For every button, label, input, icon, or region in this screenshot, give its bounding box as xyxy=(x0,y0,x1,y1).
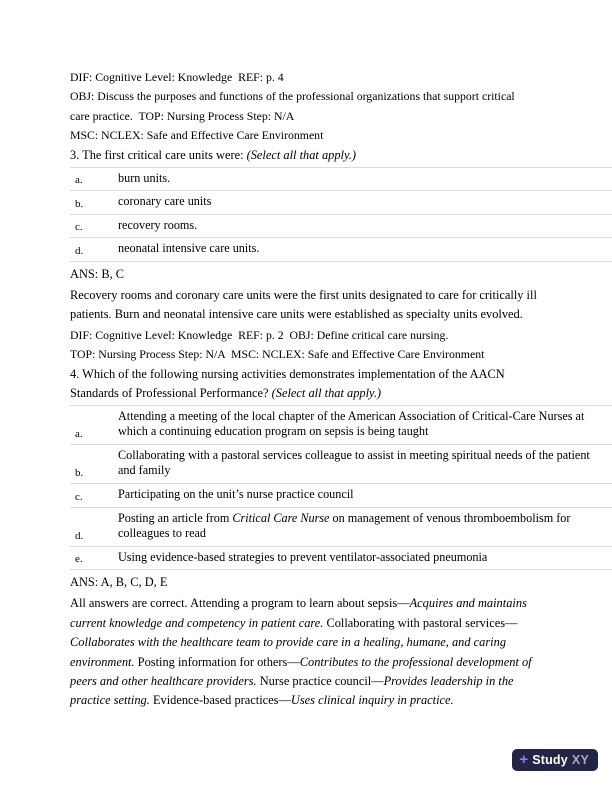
meta-line-msc: MSC: NCLEX: Safe and Effective Care Environment xyxy=(70,128,324,143)
meta-block-2 xyxy=(70,326,612,365)
logo-brand-prefix: Study xyxy=(532,753,568,767)
option-row-a xyxy=(70,405,612,444)
option-text xyxy=(118,191,612,215)
option-row-d xyxy=(70,507,612,546)
option-row-b xyxy=(70,191,612,215)
question-3-stem-text: 3. The first critical care units were: xyxy=(70,147,247,162)
option-text xyxy=(118,546,612,570)
question-4-stem-instruction: (Select all that apply.) xyxy=(271,385,382,400)
option-line: Participating on the unit’s nurse practice council xyxy=(118,487,354,501)
question-3-stem-instruction: (Select all that apply.) xyxy=(246,147,357,162)
question-3-rationale: Recovery rooms and coronary care units were the first units designated to care for critically ill patients. Burn and neonatal intensive care units were established as specialty units evolved. xyxy=(70,288,537,322)
option-line: Attending a meeting of the local chapter of the American Association of Critical-Care Nurses at xyxy=(118,408,585,423)
option-letter: b. xyxy=(70,444,118,483)
option-row-a xyxy=(70,167,612,191)
meta-line-dif: DIF: Cognitive Level: Knowledge REF: p. 4 xyxy=(70,70,284,84)
option-letter: a. xyxy=(70,167,118,191)
plus-icon: + xyxy=(519,750,529,768)
option-line: which a continuing education program on sepsis is being taught xyxy=(118,424,429,439)
question-4-options xyxy=(70,405,612,571)
option-row-b xyxy=(70,444,612,483)
option-line: Collaborating with a pastoral services colleague to assist in meeting spiritual needs of the patient xyxy=(118,447,590,462)
option-text xyxy=(118,405,612,444)
option-line: neonatal intensive care units. xyxy=(118,241,260,256)
option-letter: d. xyxy=(70,507,118,546)
meta-line-top: TOP: Nursing Process Step: N/A MSC: NCLEX: Safe and Effective Care Environment xyxy=(70,347,485,362)
option-text xyxy=(118,238,612,262)
option-text xyxy=(118,444,612,483)
option-row-c xyxy=(70,484,612,508)
option-line: colleagues to read xyxy=(118,526,206,541)
option-text xyxy=(118,214,612,238)
option-line: burn units. xyxy=(118,170,171,185)
option-text xyxy=(118,167,612,191)
option-letter: d. xyxy=(70,238,118,262)
option-row-d xyxy=(70,238,612,262)
question-3-answer: ANS: B, C xyxy=(70,267,125,281)
option-line: Using evidence-based strategies to prevent ventilator-associated pneumonia xyxy=(118,549,488,564)
question-3-options xyxy=(70,167,612,262)
meta-block-1 xyxy=(70,68,612,146)
meta-line-obj: OBJ: Discuss the purposes and functions of the professional organizations that support critical xyxy=(70,89,515,104)
question-4-rationale: All answers are correct. Attending a program to learn about sepsis—Acquires and maintains current knowledge and competency in patient care. Collaborating with pastoral services—Collaborates with the healthcare team to provide care in a healing, humane, and caring environment. Posting information for others—Contributes to the professional development of peers and other healthcare providers. Nurse practice council—Provides leadership in the practice setting. Evidence-based practices—Uses clinical inquiry in practice. xyxy=(70,596,532,708)
option-letter: e. xyxy=(70,546,118,570)
meta-line-dif: DIF: Cognitive Level: Knowledge REF: p. 2 OBJ: Define critical care nursing. xyxy=(70,327,449,342)
option-line: recovery rooms. xyxy=(118,217,198,232)
option-text xyxy=(118,507,612,546)
option-row-e xyxy=(70,546,612,570)
option-letter: a. xyxy=(70,405,118,444)
question-4-stem-text: 4. Which of the following nursing activities demonstrates implementation of the AACN Standards of Professional Performance? xyxy=(70,366,505,400)
logo-brand-suffix: XY xyxy=(571,753,589,767)
meta-line-top: care practice. TOP: Nursing Process Step: N/A xyxy=(70,108,295,123)
question-4-answer: ANS: A, B, C, D, E xyxy=(70,575,168,590)
question-3-stem xyxy=(70,146,556,165)
question-4-stem xyxy=(70,365,556,403)
option-text xyxy=(118,484,612,508)
option-line: coronary care units xyxy=(118,194,212,209)
option-row-c xyxy=(70,214,612,238)
option-line: and family xyxy=(118,463,171,478)
option-letter: b. xyxy=(70,191,118,215)
option-letter: c. xyxy=(70,214,118,238)
option-line: Posting an article from Critical Care Nurse on management of venous thromboembolism for xyxy=(118,510,571,525)
option-letter: c. xyxy=(70,484,118,508)
studyxy-logo[interactable] xyxy=(512,749,598,771)
